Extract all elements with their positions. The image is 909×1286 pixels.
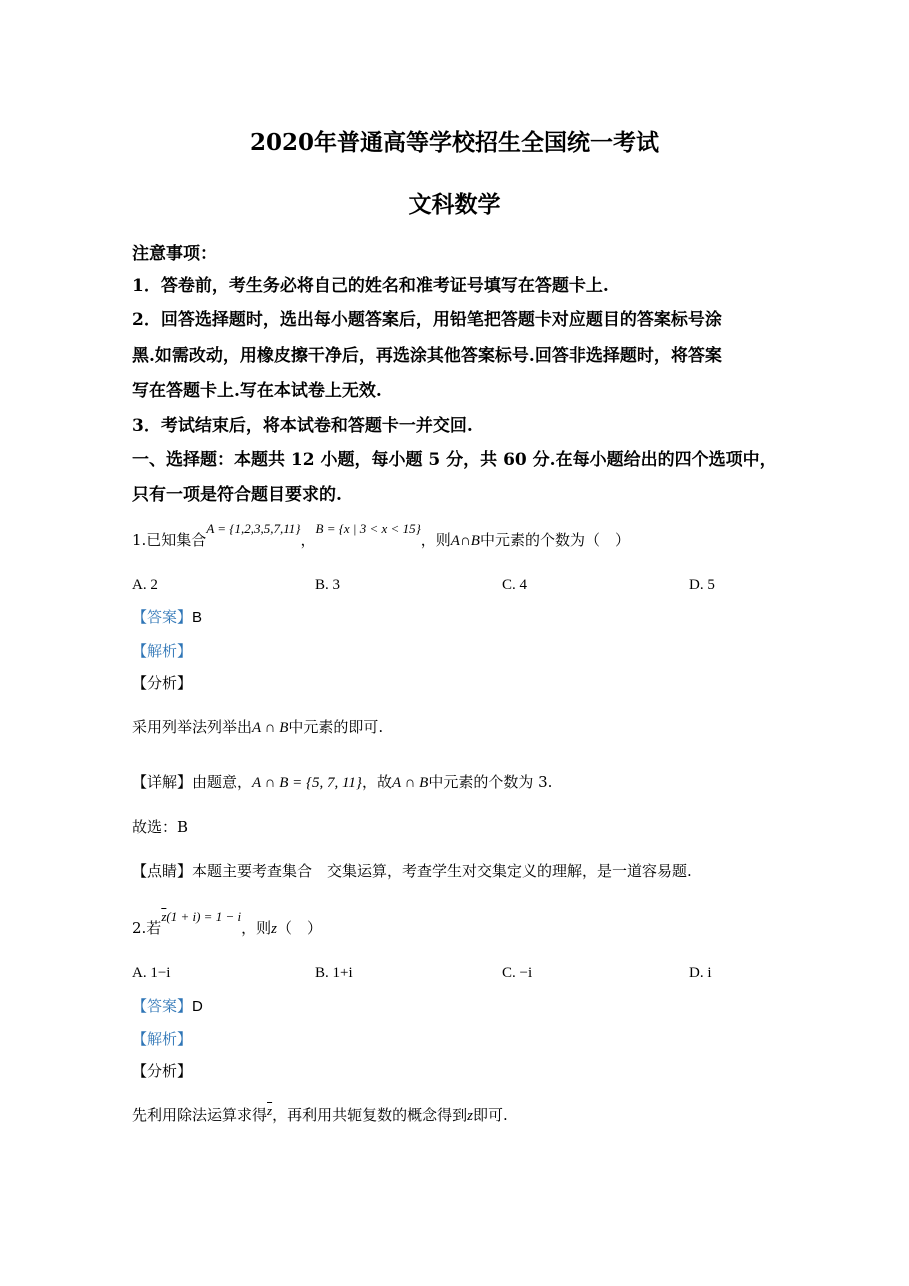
section-heading-line-2: 只有一项是符合题目要求的.	[132, 485, 342, 505]
q2-suffix: （ ）	[276, 919, 322, 937]
q1-analysis-tag: 【解析】	[132, 642, 193, 660]
q1-detail-pre: 由题意，	[192, 773, 253, 791]
q2-fenxi-pre: 先利用除法运算求得	[132, 1106, 268, 1124]
question-2-stem	[132, 909, 322, 942]
q1-option-c: C. 4	[502, 577, 528, 593]
notice-item-2-line-2: 黑.如需改动，用橡皮擦干净后，再选涂其他答案标号.回答非选择题时，将答案	[132, 346, 722, 366]
q1-intersection: A∩B	[450, 533, 480, 549]
q1-fenxi-pre: 采用列举法列举出	[132, 718, 253, 736]
q2-answer-tag: 【答案】	[132, 997, 193, 1015]
exam-subtitle: 文科数学	[408, 191, 501, 218]
q2-option-d: D. i	[689, 965, 712, 981]
q1-detail-mid: ，故	[361, 773, 392, 791]
q1-detail	[132, 769, 552, 796]
q1-fenxi-math: A ∩ B	[252, 720, 289, 736]
q1-fenxi-post: 中元素的即可.	[288, 718, 384, 736]
notice-item-3: 3．考试结束后，将本试卷和答题卡一并交回.	[132, 416, 473, 436]
q2-fenxi-z: z	[467, 1108, 473, 1124]
q1-detail-math: A ∩ B = {5, 7, 11}	[252, 775, 362, 791]
q1-answer-value: B	[192, 609, 203, 626]
q1-option-b: B. 3	[315, 577, 341, 593]
q1-fenxi	[132, 714, 383, 741]
notice-item-2-line-3: 写在答题卡上.写在本试卷上无效.	[132, 381, 382, 401]
q1-answer-tag: 【答案】	[132, 608, 193, 626]
q2-option-a: A. 1−i	[132, 965, 171, 981]
q2-analysis-tag: 【解析】	[132, 1030, 193, 1048]
q2-fenxi-mid: ，再利用共轭复数的概念得到	[272, 1106, 468, 1124]
q2-option-c: C. −i	[502, 965, 533, 981]
notice-item-1: 1．答卷前，考生务必将自己的姓名和准考证号填写在答题卡上.	[132, 276, 609, 296]
q1-comment-tag: 【点睛】	[132, 862, 193, 880]
q2-fenxi-zbar: $\overline{z}$	[267, 1103, 273, 1118]
q2-answer	[132, 993, 203, 1020]
q2-answer-value: D	[192, 998, 203, 1015]
q2-zbar: $\overline{z}$	[161, 909, 167, 924]
q1-choice: 故选：B	[132, 818, 189, 836]
q1-option-d: D. 5	[689, 577, 715, 593]
q1-detail-post: 中元素的个数为 3.	[428, 773, 553, 791]
exam-title: 2020年普通高等学校招生全国统一考试	[249, 129, 659, 156]
q1-comment-text: 本题主要考查集合 交集运算，考查学生对交集定义的理解，是一道容易题.	[192, 862, 692, 880]
q1-comment	[132, 858, 692, 884]
q1-detail-math-2: A ∩ B	[391, 775, 429, 791]
q2-mid: ，则	[241, 919, 272, 937]
q2-fenxi	[132, 1102, 508, 1129]
q1-comma: ，	[300, 531, 316, 549]
question-1-stem	[132, 521, 630, 554]
q1-answer	[132, 604, 202, 631]
section-heading-line-1: 一、选择题：本题共 12 小题，每小题 5 分，共 60 分.在每小题给出的四个选项中，	[132, 450, 777, 470]
q1-prefix: 1.已知集合	[132, 531, 207, 549]
q1-set-b: B = {x | 3 < x < 15}	[315, 521, 421, 536]
q2-z: z	[271, 921, 277, 937]
q2-fenxi-tag: 【分析】	[132, 1062, 193, 1080]
q2-prefix: 2.若	[132, 919, 162, 937]
q2-expression: (1 + i) = 1 − i	[166, 909, 242, 924]
q1-detail-tag: 【详解】	[132, 773, 193, 791]
q1-option-a: A. 2	[132, 577, 158, 593]
notice-item-2-line-1: 2．回答选择题时，选出每小题答案后，用铅笔把答题卡对应题目的答案标号涂	[132, 310, 722, 330]
q2-fenxi-post: 即可.	[472, 1106, 508, 1124]
notice-heading: 注意事项：	[132, 244, 217, 264]
q1-mid: ，则	[420, 531, 451, 549]
q1-set-a: A = {1,2,3,5,7,11}	[206, 521, 301, 536]
q1-suffix: 中元素的个数为（ ）	[479, 531, 630, 549]
q2-option-b: B. 1+i	[315, 965, 353, 981]
q1-fenxi-tag: 【分析】	[132, 674, 193, 692]
